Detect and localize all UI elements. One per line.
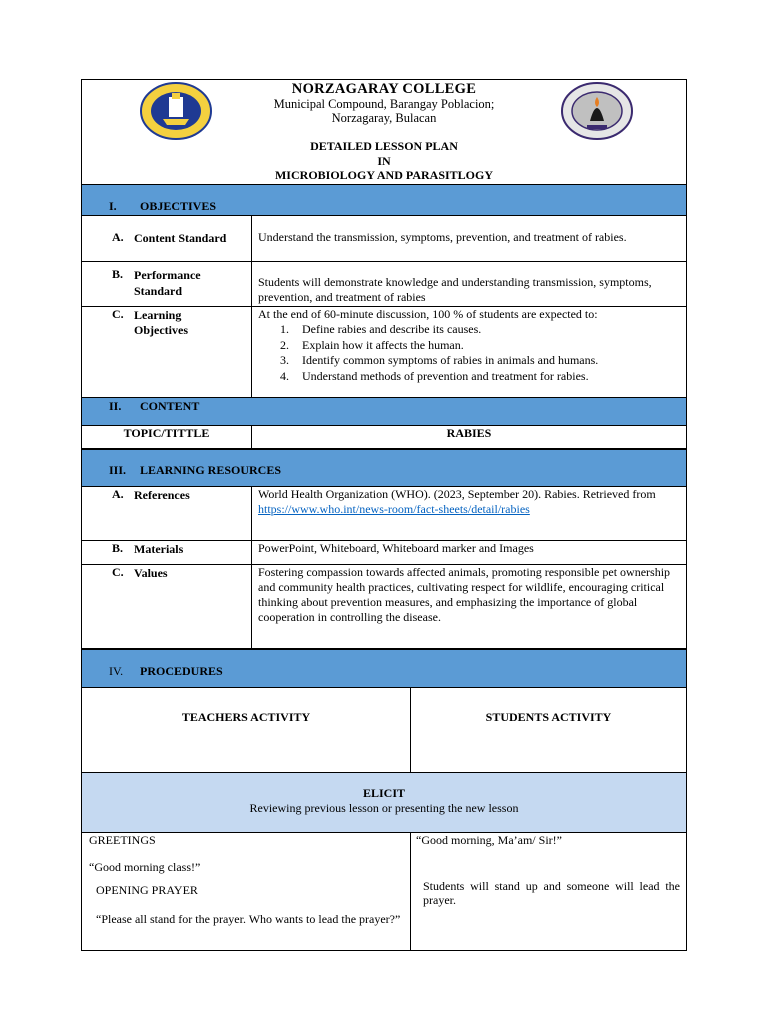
section-procedures [81,649,687,688]
list-text: Identify common symptoms of rabies in animals and humans. [302,353,599,367]
row-letter: A. [112,487,124,501]
values-value: Fostering compassion towards affected animals, promoting responsible pet ownership and community health practices, cultivating respect for wildlife, encouraging critical thinking about prevention measures, and emphasizing the importance of global cooperation in controlling the disease. [258,565,671,624]
address-line-2: Norzagaray, Bulacan [331,111,437,125]
elicit-bar [81,772,687,833]
list-number: 2. [280,337,289,352]
materials-value: PowerPoint, Whiteboard, Whiteboard marker and Images [258,541,534,555]
learning-objectives-value [258,307,682,384]
row-letter: C. [112,565,124,579]
row-label-text: Materials [134,542,184,556]
list-text: Understand methods of prevention and treatment for rabies. [302,368,589,383]
row-label [82,262,252,306]
student-activity-cell [411,833,686,950]
prayer-quote: “Please all stand for the prayer. Who wants to lead the prayer?” [96,912,401,926]
row-letter: A. [112,230,124,244]
teacher-activity-cell [82,833,411,950]
address-line-1: Municipal Compound, Barangay Poblacion; [273,97,495,111]
content-standard-value: Understand the transmission, symptoms, prevention, and treatment of rabies. [258,230,627,244]
list-number: 4. [280,368,289,383]
list-item [258,338,682,354]
section-content [81,397,687,426]
list-text: Define rabies and describe its causes. [302,322,482,336]
section-number: I. [109,199,117,213]
elicit-subtitle: Reviewing previous lesson or presenting the new lesson [249,801,519,815]
reference-link[interactable]: https://www.who.int/news-room/fact-sheets/detail/rabies [258,502,530,516]
objectives-list [258,322,682,384]
section-number: IV. [109,664,124,678]
references-value [258,487,682,517]
section-learning-resources [81,449,687,487]
school-name: NORZAGARAY COLLEGE [291,81,477,97]
row-label-text: Values [134,566,168,580]
greetings-row [81,833,687,951]
row-label-text: Standard [134,284,183,298]
row-label [82,487,252,540]
topic-label: TOPIC/TITTLE [123,426,210,440]
performance-standard-value: Students will demonstrate knowledge and understanding transmission, symptoms, prevention, and treatment of rabies [258,275,652,304]
subject-title: MICROBIOLOGY AND PARASITLOGY [274,168,494,182]
section-number: III. [109,463,127,477]
lesson-plan-title-in: IN [377,154,391,168]
row-label [82,541,252,564]
topic-label-cell [82,426,252,448]
content-standard-row [81,216,687,262]
greeting-quote: “Good morning class!” [89,860,201,874]
section-title: CONTENT [140,399,200,413]
row-letter: B. [112,541,124,555]
list-number: 1. [280,322,289,336]
reference-citation: World Health Organization (WHO). (2023, September 20). Rabies. Retrieved from [258,487,656,501]
topic-row [81,426,687,449]
row-label [82,307,252,397]
greeting-reply: “Good morning, Ma’am/ Sir!” [416,833,562,847]
list-item [258,353,682,369]
teachers-activity-header: TEACHERS ACTIVITY [181,710,311,724]
learning-objectives-row [81,307,687,398]
section-number: II. [109,399,122,413]
section-title: OBJECTIVES [140,199,217,213]
row-letter: C. [112,307,124,321]
list-item [258,322,682,338]
list-text: Explain how it affects the human. [302,337,464,352]
performance-standard-row [81,262,687,307]
section-title: LEARNING RESOURCES [140,463,282,477]
row-label [82,216,252,261]
section-objectives [81,184,687,216]
lesson-plan-title: DETAILED LESSON PLAN [310,139,458,153]
materials-row [81,541,687,565]
row-label-text: Performance [134,268,201,282]
greetings-heading: GREETINGS [89,833,156,847]
teachers-header-cell [82,688,411,772]
objectives-intro: At the end of 60-minute discussion, 100 % of students are expected to: [258,307,598,321]
row-letter: B. [112,267,124,281]
row-label-text: Learning [134,308,182,322]
row-label-text: References [134,488,190,502]
section-title: PROCEDURES [140,664,223,678]
list-item [258,369,682,385]
students-activity-header: STUDENTS ACTIVITY [485,710,612,724]
activity-header-row [81,688,687,773]
topic-value: RABIES [446,426,492,440]
prayer-reply: Students will stand up and someone will lead the prayer. [423,879,680,907]
values-row [81,565,687,649]
references-row [81,487,687,541]
list-number: 3. [280,353,289,367]
row-label-text: Content Standard [134,231,227,245]
elicit-title: ELICIT [362,786,406,800]
opening-prayer-heading: OPENING PRAYER [96,883,198,897]
row-label-text: Objectives [134,323,188,337]
row-label [82,565,252,648]
